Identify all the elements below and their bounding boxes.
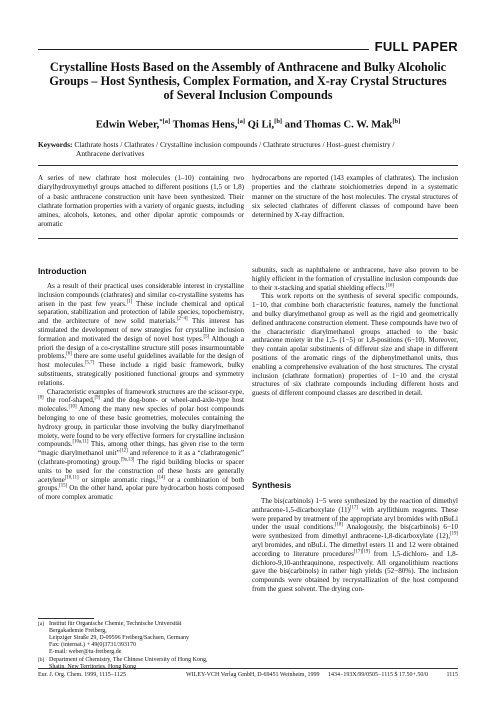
- introduction-body: [38, 282, 244, 502]
- author-affiliation: [a]: [237, 118, 245, 125]
- paragraph: Characteristic examples of framework structures are the scissor-type,[8] the roof-shaped,[9] and the dog-bone- or wheel-and-axle-type host molecules.[10] Among the many new species of polar host compounds belonging to one of these basic geometries, molecules containing the hydroxy group, in particular those involving the bulky diarylmethanol moiety, were found to be very effective formers for crystalline inclusion compounds.[10a,11] This, among other things, has given rise to the term “magic diarylmethanol unit”[12] and reference to it as a “clathratogenic” (clathrate-promoting) group.[9a,13] The rigid building blocks or spacer units to be used for the construction of these hosts are generally acetylene[10,11] or simple aromatic rings,[14] or a combination of both groups.[15] On the other hand, apolar pure hydrocarbon hosts composed of more complex aromatic: [38, 387, 245, 502]
- citation-ref: [2−4]: [176, 316, 188, 322]
- page-number: 1115: [446, 672, 458, 678]
- paragraph: subunits, such as naphthalene or anthracene, have also proven to be highly efficient in the formation of crystalline inclusion compounds due to their π-stacking and spatial shielding effects.[16]: [252, 266, 458, 292]
- citation-ref: [19]: [450, 531, 458, 537]
- footnote-a: [38, 621, 244, 656]
- footnote-line: Leipziger Straße 29, D-09596 Freiberg/Sachsen, Germany: [49, 635, 190, 642]
- synthesis-heading: Synthesis: [252, 480, 292, 490]
- citation-ref: [5]: [203, 334, 210, 340]
- article-title: Crystalline Hosts Based on the Assembly of Anthracene and Bulky Alcoholic Groups – Host Synthesis, Complex Formation, and X-ray Crystal Structures of Several Inclusion Compounds: [49, 60, 447, 102]
- citation-ref: [12]: [119, 448, 128, 454]
- author-name: Thomas Hens,: [172, 119, 238, 131]
- footnote-line: Department of Chemistry, The Chinese University of Hong Kong,: [49, 657, 208, 663]
- right-column-body: [252, 266, 458, 398]
- abstract-left: A series of new clathrate host molecules (1–10) containing two diarylhydroxymethyl groups attached to different positions (1,5 or 1,8) of a basic anthracene construction unit have been synthesized. Their clathrate formation properties with a variety of organic guests, including amines, alcohols, ketones, and other dipolar aprotic compounds or aromatic: [38, 174, 244, 229]
- footnote-mark: [a]: [38, 621, 44, 627]
- citation-ref: [1]: [126, 299, 133, 305]
- abstract-right: hydrocarbons are reported (143 examples of clathrates). The inclusion properties and the clathrate stoichiometries depend in a systematic manner on the structure of the host molecules. The crystal structures of six selected clathrates of different classes of compound have been determined by X-ray diffraction.: [252, 174, 458, 220]
- keywords-label: Keywords:: [38, 140, 73, 149]
- citation-ref: [9]: [94, 396, 101, 401]
- keywords-line: Clathrate hosts / Clathrates / Crystalline inclusion compounds / Clathrate structures / Host–guest chemistry /: [74, 140, 395, 149]
- abstract-rule-top: [38, 165, 458, 166]
- footnote-line: Institut für Organische Chemie, Technische Universität: [49, 621, 182, 627]
- footer-publisher: WILEY-VCH Verlag GmbH, D-69451 Weinheim, 1999: [186, 672, 320, 678]
- header-rule: [38, 49, 369, 50]
- synthesis-body: [252, 497, 458, 594]
- footnote-b: [38, 657, 244, 671]
- keywords-line: Anthracene derivatives: [76, 149, 145, 159]
- paragraph: This work reports on the synthesis of several specific compounds, 1−10, that combine both characteristic features, namely the functional and bulky diarylmethanol group as well as the rigid and geometrically defined anthracene construction element. These compounds have two of the characteristic diarylmethanol groups attached to the basic anthracene moiety in the 1,5- (1−5) or 1,8-positions (6−10). Moreover, they contain apolar substituents of different size and shape in different positions of the aromatic rings of the diphenylmethanol units, thus enabling a comprehensive evaluation of the host structures. The crystal inclusion (clathrate formation) properties of 1−10 and the crystal structures of six clathrate compounds including different hosts and guests of different compound classes are described in detail.: [252, 292, 458, 398]
- citation-ref: [10,11]: [64, 475, 79, 481]
- citation-ref: [8]: [38, 396, 44, 401]
- citation-ref: [14]: [156, 475, 165, 481]
- footnote-email: E-mail: weber@tu-freiberg.de: [49, 649, 122, 656]
- citation-ref: [10a,11]: [72, 439, 89, 445]
- footnote-line: Fax: (internat.) + 49(0)3731/393170: [49, 642, 137, 649]
- author-name: Edwin Weber,: [95, 119, 160, 131]
- abstract-rule-bottom: [38, 238, 458, 239]
- footer-journal: Eur. J. Org. Chem. 1999, 1115−1125: [38, 672, 126, 678]
- citation-ref: [18]: [334, 523, 343, 529]
- author-list: [38, 118, 458, 131]
- citation-ref: [17]: [349, 505, 358, 511]
- author-name: Qi Li,: [247, 119, 275, 131]
- citation-ref: [6]: [66, 352, 72, 358]
- citation-ref: [9a,13]: [120, 457, 135, 463]
- citation-ref: [17][19]: [353, 549, 370, 555]
- footnote-line: Bergakademie Freiberg,: [49, 628, 107, 635]
- citation-ref: [10]: [68, 404, 77, 410]
- citation-ref: [15]: [59, 483, 68, 489]
- citation-ref: [16]: [386, 283, 395, 289]
- author-affiliation: [b]: [392, 118, 401, 125]
- paragraph: As a result of their practical uses considerable interest in crystalline inclusion compounds (clathrates) and similar co-crystalline systems has arisen in the past few years.[1] These include chemical and optical separation, stabilization and protection of labile species, topochemistry, and the architecture of new solid materials.[2−4] This interest has stimulated the development of new strategies for crystalline inclusion formation and motivated the design of novel host types.[5] Although a priori the design of a co-crystalline structure still poses insurmountable problems,[6] there are some useful guidelines available for the design of host molecules.[5,7] These include a rigid basic framework, bulky substituents, strategically positioned functional groups and symmetry relations.: [38, 282, 244, 387]
- footer-rule: [38, 668, 458, 669]
- section-label: FULL PAPER: [374, 39, 458, 54]
- citation-ref: [5,7]: [84, 360, 95, 366]
- keywords: [38, 140, 458, 158]
- paragraph: The bis(carbinols) 1−5 were synthesized by the reaction of dimethyl anthracene-1,5-dicarboxylate (11)[17] with aryllithium reagents. These were prepared by treatment of the appropriate aryl bromides with nBuLi under the usual conditions.[18] Analogously, the bis(carbinols) 6−10 were synthesized from dimethyl anthracene-1,8-dicarboxylate (12),[19] aryl bromides, and nBuLi. The dimethyl esters 11 and 12 were obtained according to literature procedures[17][19] from 1,5-dichloro- and 1,8-dichloro-9,10-anthraquinone, respectively. All organolithium reactions gave the bis(carbinols) in rather high yields (52−80%). The inclusion compounds were obtained by recrystallization of the host compound from the guest solvent. The drying con-: [252, 497, 458, 593]
- introduction-heading: Introduction: [38, 266, 87, 276]
- footer-issn: 1434−193X/99/0505−1115 $ 17.50+.50/0: [328, 672, 429, 678]
- footnote-mark: [b]: [38, 657, 45, 663]
- author-affiliation: *[a]: [159, 118, 171, 125]
- author-affiliation: [b]: [274, 118, 283, 125]
- footnote-rule: [38, 618, 94, 619]
- author-name: and Thomas C. W. Mak: [284, 119, 393, 131]
